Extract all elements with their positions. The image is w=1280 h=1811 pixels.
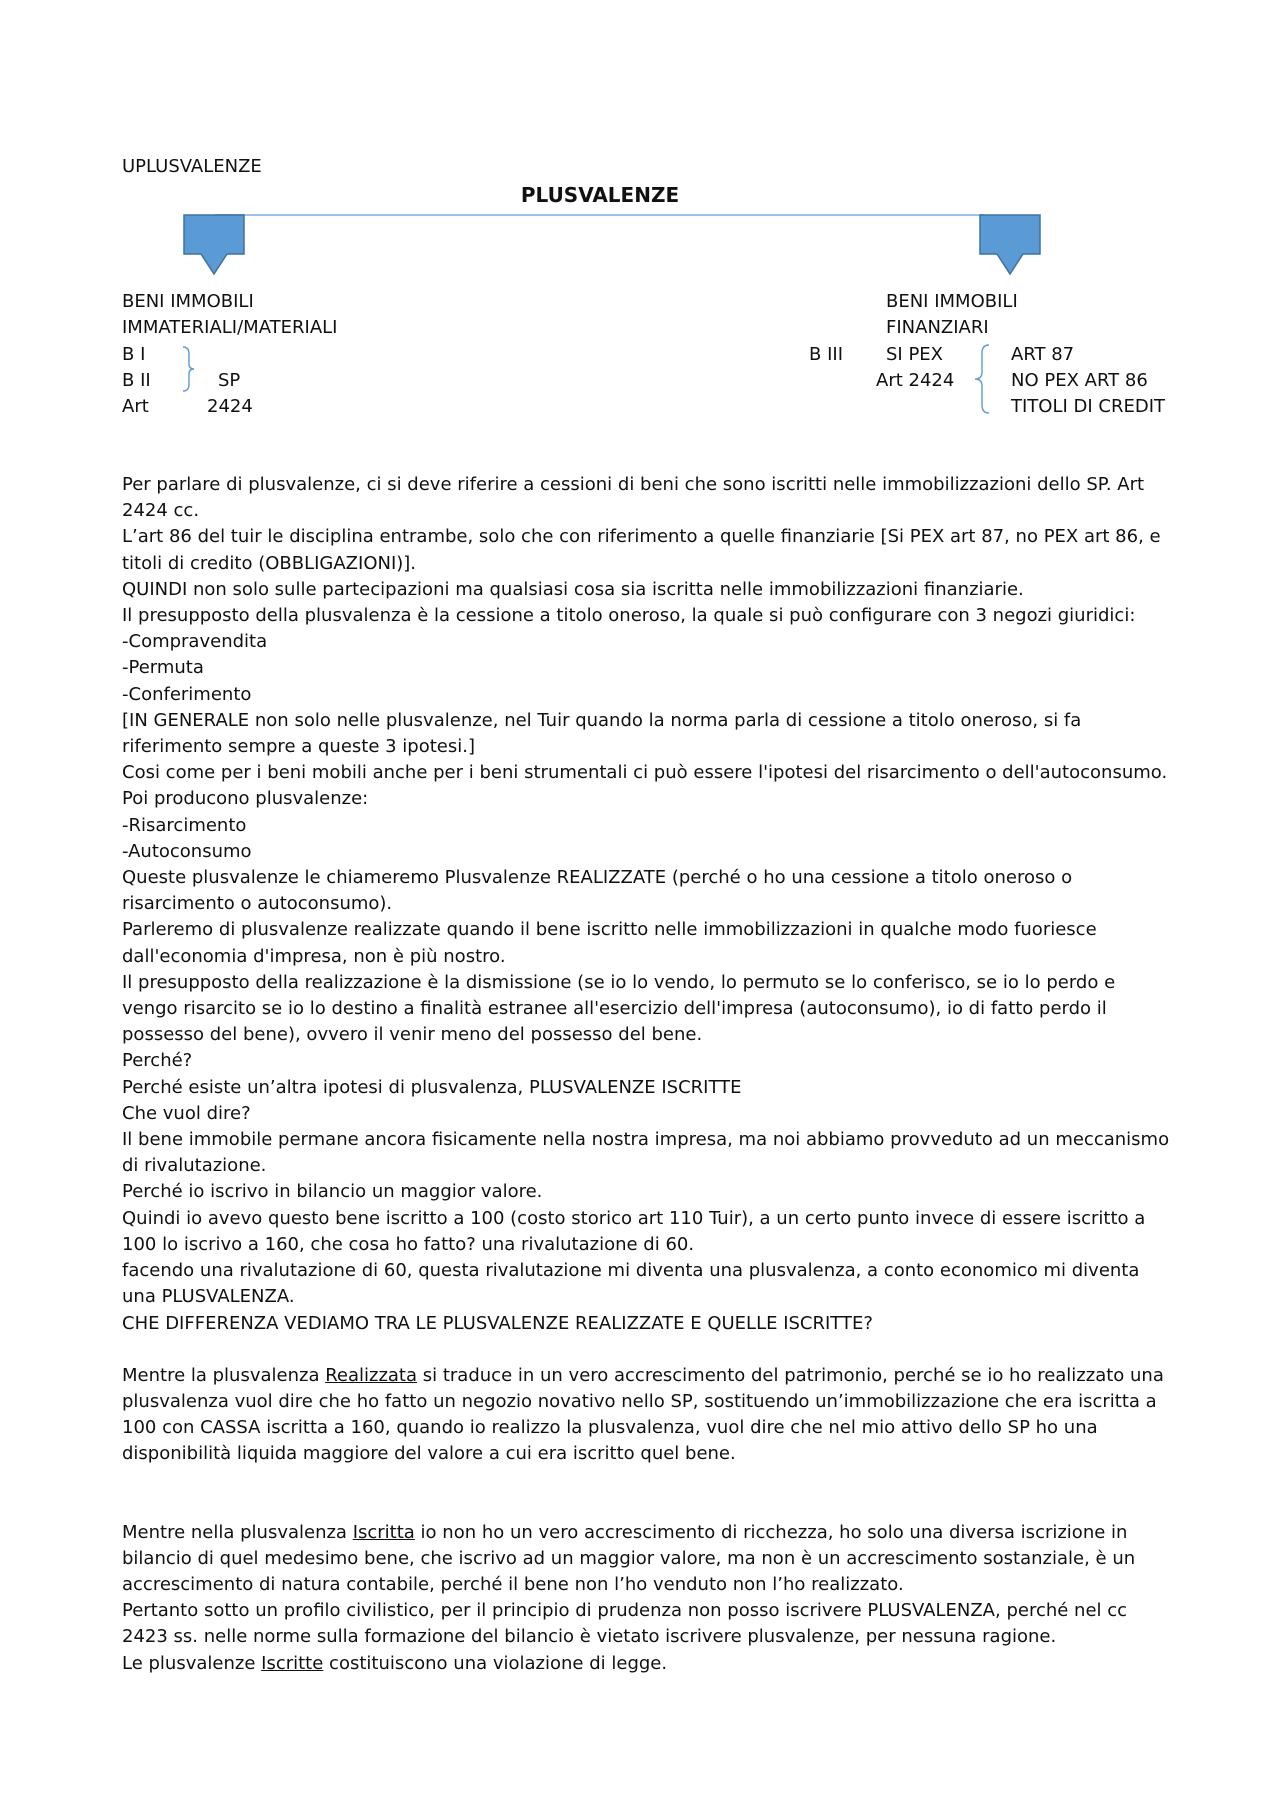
paragraph: Perché? bbox=[122, 1050, 193, 1072]
right-option-2: NO PEX ART 86 bbox=[1011, 370, 1148, 391]
left-art: Art bbox=[122, 396, 149, 417]
list-item: -Compravendita bbox=[122, 631, 268, 653]
iscritta-rest: io non ho un vero accrescimento di ricchezza, ho solo una diversa iscrizione in bilancio di quel medesimo bene, che iscrivo ad un maggior valore, ma non è un accrescimento sostanziale, è un accrescimento di natura contabile, perché il bene non l’ho venduto non l’ho realizzato. bbox=[122, 1521, 1136, 1595]
right-heading-2: FINANZIARI bbox=[886, 317, 989, 338]
final-term: Iscritte bbox=[261, 1652, 324, 1674]
left-heading-2: IMMATERIALI/MATERIALI bbox=[122, 317, 338, 338]
right-option-1: ART 87 bbox=[1011, 344, 1075, 365]
right-heading-1: BENI IMMOBILI bbox=[886, 291, 1018, 312]
paragraph: L’art 86 del tuir le disciplina entrambe, solo che con riferimento a quelle finanziarie [Si PEX art 87, no PEX art 86, e titoli di credito (OBBLIGAZIONI)]. bbox=[122, 526, 1161, 574]
paragraph: Perché esiste un’altra ipotesi di plusvalenza, PLUSVALENZE ISCRITTE bbox=[122, 1076, 742, 1098]
left-2424: 2424 bbox=[207, 396, 253, 417]
final-lead: Le plusvalenze bbox=[122, 1652, 262, 1674]
paragraph: Il presupposto della realizzazione è la dismissione (se io lo vendo, lo permuto se lo conferisco, se io lo perdo e vengo risarcito se io lo destino a finalità estranee all'esercizio dell'impresa (autoconsumo), io di fatto perdo il possesso del bene), ovvero il venir meno del possesso del bene. bbox=[122, 971, 1116, 1046]
right-art-2424: Art 2424 bbox=[876, 370, 955, 391]
iscritta-paragraph bbox=[122, 1520, 1172, 1599]
header-label: UPLUSVALENZE bbox=[122, 156, 262, 177]
paragraph: Poi producono plusvalenze: bbox=[122, 788, 369, 810]
iscritta-term: Iscritta bbox=[352, 1521, 415, 1543]
paragraph: QUINDI non solo sulle partecipazioni ma qualsiasi cosa sia iscritta nelle immobilizzazioni finanziarie. bbox=[122, 578, 1024, 600]
list-item: -Permuta bbox=[122, 657, 204, 679]
right-si-pex: SI PEX bbox=[886, 344, 944, 365]
body-text bbox=[122, 472, 1172, 1677]
left-brace-icon bbox=[181, 346, 195, 392]
connector-line bbox=[214, 214, 984, 216]
paragraph: Cosi come per i beni mobili anche per i beni strumentali ci può essere l'ipotesi del risarcimento o dell'autoconsumo. bbox=[122, 762, 1168, 784]
list-item: -Conferimento bbox=[122, 683, 252, 705]
left-sp: SP bbox=[218, 370, 241, 391]
realizzata-paragraph bbox=[122, 1363, 1172, 1468]
realizzata-term: Realizzata bbox=[325, 1364, 418, 1386]
realizzata-rest: si traduce in un vero accrescimento del patrimonio, perché se io ho realizzato una plusvalenza vuol dire che ho fatto un negozio novativo nello SP, sostituendo un’immobilizzazione che era iscritta a 100 con CASSA iscritta a 160, quando io realizzo la plusvalenza, vuol dire che nel mio attivo dello SP ho una disponibilità liquida maggiore del valore a cui era iscritto quel bene. bbox=[122, 1364, 1164, 1465]
right-option-3: TITOLI DI CREDIT bbox=[1011, 396, 1166, 417]
paragraph: Per parlare di plusvalenze, ci si deve riferire a cessioni di beni che sono iscritti nelle immobilizzazioni dello SP. Art 2424 cc. bbox=[122, 474, 1145, 522]
final-rest: costituiscono una violazione di legge. bbox=[323, 1652, 668, 1674]
paragraph: facendo una rivalutazione di 60, questa rivalutazione mi diventa una plusvalenza, a conto economico mi diventa una PLUSVALENZA. bbox=[122, 1260, 1140, 1308]
diagram-title: PLUSVALENZE bbox=[520, 183, 680, 207]
final-paragraph bbox=[122, 1651, 1172, 1677]
paragraph: Parleremo di plusvalenze realizzate quando il bene iscritto nelle immobilizzazioni in qualche modo fuoriesce dall'economia d'impresa, non è più nostro. bbox=[122, 919, 1097, 967]
paragraph: Il presupposto della plusvalenza è la cessione a titolo oneroso, la quale si può configurare con 3 negozi giuridici: bbox=[122, 605, 1136, 627]
down-arrow-right-icon bbox=[979, 214, 1041, 276]
list-item: -Risarcimento bbox=[122, 814, 247, 836]
left-heading-1: BENI IMMOBILI bbox=[122, 291, 254, 312]
paragraph: Perché io iscrivo in bilancio un maggior valore. bbox=[122, 1181, 543, 1203]
right-brace-icon bbox=[974, 344, 990, 414]
realizzata-lead: Mentre la plusvalenza bbox=[122, 1364, 326, 1386]
question-heading: CHE DIFFERENZA VEDIAMO TRA LE PLUSVALENZE REALIZZATE E QUELLE ISCRITTE? bbox=[122, 1312, 873, 1334]
paragraph: Quindi io avevo questo bene iscritto a 100 (costo storico art 110 Tuir), a un certo punto invece di essere iscritto a 100 lo iscrivo a 160, che cosa ho fatto? una rivalutazione di 60. bbox=[122, 1207, 1146, 1255]
paragraph: [IN GENERALE non solo nelle plusvalenze, nel Tuir quando la norma parla di cessione a titolo oneroso, si fa riferimento sempre a queste 3 ipotesi.] bbox=[122, 709, 1082, 758]
paragraph: Il bene immobile permane ancora fisicamente nella nostra impresa, ma noi abbiamo provveduto ad un meccanismo di rivalutazione. bbox=[122, 1129, 1170, 1177]
paragraph: Che vuol dire? bbox=[122, 1102, 251, 1124]
paragraph: Queste plusvalenze le chiameremo Plusvalenze REALIZZATE (perché o ho una cessione a titolo oneroso o risarcimento o autoconsumo). bbox=[122, 867, 1073, 915]
right-b3: B III bbox=[809, 344, 843, 365]
down-arrow-left-icon bbox=[183, 214, 245, 276]
iscritta-lead: Mentre nella plusvalenza bbox=[122, 1521, 353, 1543]
pertanto-paragraph: Pertanto sotto un profilo civilistico, per il principio di prudenza non posso iscrivere PLUSVALENZA, perché nel cc 2423 ss. nelle norme sulla formazione del bilancio è vietato iscrivere plusvalenze, per nessuna ragione. bbox=[122, 1600, 1128, 1648]
list-item: -Autoconsumo bbox=[122, 840, 252, 862]
left-b2: B II bbox=[122, 370, 151, 391]
left-b1: B I bbox=[122, 344, 146, 365]
